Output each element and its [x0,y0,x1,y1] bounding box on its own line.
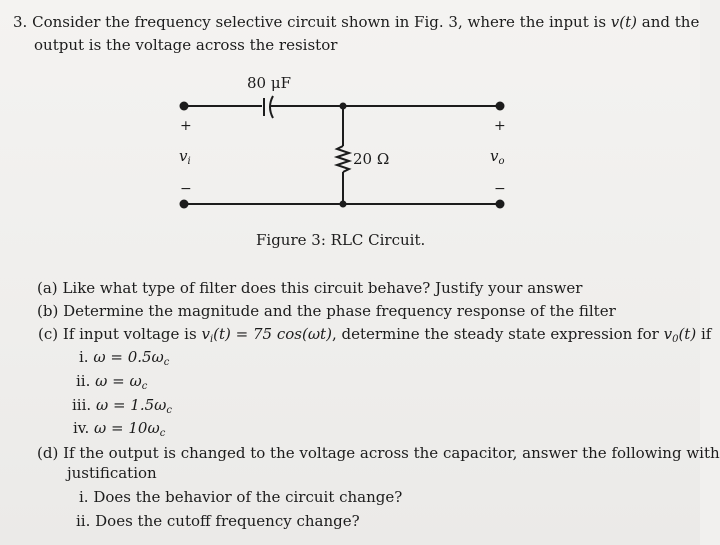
intro-text-end: and the [641,13,700,31]
problem-intro-line1 [13,13,699,31]
intro-text: Consider the frequency selective circuit shown in Fig. 3, where the input is [32,13,607,31]
part-c-label: (c) [38,325,59,343]
input-plus-sign: + [180,118,192,134]
part-c-output-expr: $v_0(t)$ [663,325,697,345]
junction-top [340,103,347,110]
part-b [37,302,616,320]
part-d-item-2: ii. Does the cutoff frequency change? [76,512,360,530]
output-plus-sign: + [494,118,506,134]
figure-caption: Figure 3: RLC Circuit. [256,231,426,249]
resistor-zigzag [337,146,349,172]
input-voltage-label: $v_i$ [179,147,191,167]
input-minus-sign: − [180,181,192,197]
problem-number: 3. [13,13,28,31]
input-signal: v(t) [610,13,638,31]
output-terminal-top [496,102,505,111]
part-c-item-1: i. $\omega = 0.5\omega_c$ [79,348,170,368]
part-d-label: (d) [37,444,59,462]
problem-intro-line2: output is the voltage across the resistor [34,36,338,54]
part-d-text-line2: justification [67,464,157,482]
part-c-item-3: iii. $\omega = 1.5\omega_c$ [72,396,172,416]
input-terminal-bottom [180,200,189,209]
output-voltage-label: $v_o$ [490,147,505,167]
resistor-label: 20 Ω [353,150,390,168]
part-c-text-mid: , determine the steady state expression for [331,325,659,343]
part-c-input-expr: $v_i(t) = 75$ cos(ωt) [201,325,332,345]
part-c-item-2: ii. $\omega = \omega_c$ [76,372,148,392]
part-a [37,279,582,297]
part-a-text: Like what type of filter does this circuit behave? Justify your answer [62,279,583,297]
part-b-label: (b) [37,302,59,320]
part-d-item-1: i. Does the behavior of the circuit change? [79,488,403,506]
output-minus-sign: − [494,181,506,197]
capacitor-label: 80 μF [247,74,292,92]
output-terminal-bottom [496,200,505,209]
part-d-text-line1: If the output is changed to the voltage across the capacitor, answer the following with [63,444,720,462]
part-a-label: (a) [37,279,58,297]
part-c-text-end: if [700,325,712,343]
part-c-text-start: If input voltage is [62,325,197,343]
junction-bottom [340,201,347,208]
part-b-text: Determine the magnitude and the phase frequency response of the filter [63,302,616,320]
input-terminal-top [180,102,189,111]
part-c-item-4: iv. $\omega = 10\omega_c$ [73,419,166,439]
part-c [38,325,711,349]
part-d [37,444,720,462]
